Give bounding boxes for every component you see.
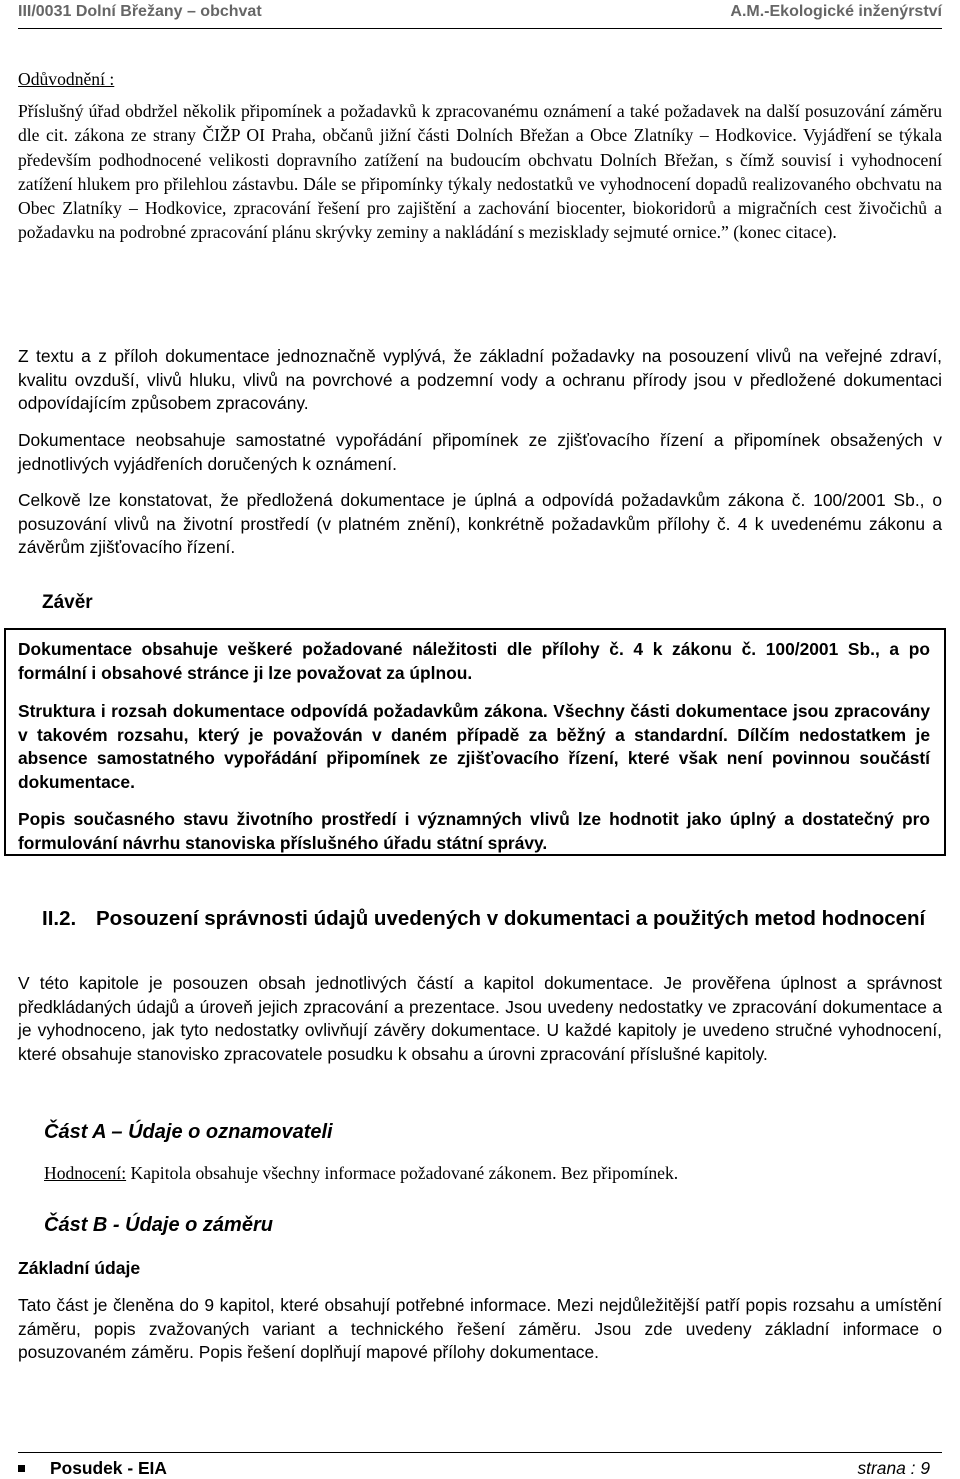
part-a-eval-label: Hodnocení: — [44, 1163, 127, 1183]
header-company: A.M.-Ekologické inženýrství — [730, 3, 942, 20]
bullet-icon — [18, 1465, 25, 1472]
footer-divider — [18, 1452, 942, 1453]
citation-paragraph: Příslušný úřad obdržel několik připomínek a požadavků k zpracovanému oznámení a také požadavek na další posuzování záměru dle cit. zákona ze strany ČIŽP OI Praha, občanů jižní části Dolních Břežan a Obce Zlatníky – Hodkovice. Vyjádření se týkala především podhodnocené velikosti dopravního zatížení na budoucím obchvatu Dolních Břežan, s čímž souvisí i vyhodnocení zatížení hlukem pro přilehlou zástavbu. Dále se připomínky týkaly nedostatků ve vyhodnocení dopadů realizovaného obchvatu na Obec Zlatníky – Hodkovice, zpracování řešení pro zajištění a zachování biocenter, biokoridorů a migračních cest živočichů a požadavku na podrobné zpracování plánu skrývky zeminy a nakládání s mezisklady sejmuté ornice.” (konec citace). — [18, 101, 942, 243]
part-b-subheading: Základní údaje — [18, 1258, 141, 1278]
part-b-heading: Část B - Údaje o záměru — [44, 1214, 273, 1236]
paragraph-2: Dokumentace neobsahuje samostatné vypořádání připomínek ze zjišťovacího řízení a připomínek obsažených v jednotlivých vyjádřeních doručených k oznámení. — [18, 430, 942, 474]
part-a-eval-text: Kapitola obsahuje všechny informace požadované zákonem. Bez připomínek. — [126, 1163, 679, 1183]
part-a-heading: Část A – Údaje o oznamovateli — [44, 1121, 333, 1143]
section-number: II.2. — [42, 907, 77, 930]
conclusion-paragraph-1: Dokumentace obsahuje veškeré požadované náležitosti dle přílohy č. 4 k zákonu č. 100/2001 Sb., a po formální i obsahové stránce ji lze považovat za úplnou. — [18, 639, 930, 683]
footer-document-name: Posudek - EIA — [50, 1458, 167, 1478]
part-a-evaluation — [44, 1161, 678, 1185]
section-intro: V této kapitole je posouzen obsah jednotlivých částí a kapitol dokumentace. Je prověřena úplnost a správnost předkládaných údajů a úroveň jejich zpracování a prezentace. Jsou uvedeny nedostatky ve zpracování dokumentace a je vyhodnoceno, jak tyto nedostatky ovlivňují závěry dokumentace. U každé kapitoly je uvedeno stručné vyhodnocení, které obsahuje stanovisko zpracovatele posudku k obsahu a úrovni zpracování příslušné kapitoly. — [18, 973, 942, 1064]
zaver-heading: Závěr — [42, 592, 93, 613]
section-title: Posouzení správnosti údajů uvedených v dokumentaci a použitých metod hodnocení — [96, 907, 926, 930]
conclusion-box — [4, 628, 946, 856]
conclusion-paragraph-2: Struktura i rozsah dokumentace odpovídá požadavkům zákona. Všechny části dokumentace jsou zpracovány v takovém rozsahu, který je považován v daném případě za běžný a standardní. Dílčím nedostatkem je absence samostatného vypořádání připomínek ze zjišťovacího řízení, které však není povinnou součástí dokumentace. — [18, 701, 930, 792]
header-divider — [18, 28, 942, 29]
footer-page-number: strana : 9 — [857, 1458, 930, 1478]
oduvodneni-label: Odůvodnění : — [18, 69, 115, 89]
header-title: III/0031 Dolní Břežany – obchvat — [18, 3, 262, 20]
paragraph-1: Z textu a z příloh dokumentace jednoznačně vyplývá, že základní požadavky na posouzení vlivů na veřejné zdraví, kvalitu ovzduší, vlivů hluku, vlivů na povrchové a podzemní vody a ochranu přírody jsou v předložené dokumentaci odpovídajícím způsobem zpracovány. — [18, 346, 942, 413]
conclusion-paragraph-3: Popis současného stavu životního prostředí i významných vlivů lze hodnotit jako úplný a dostatečný pro formulování návrhu stanoviska příslušného úřadu státní správy. — [18, 809, 930, 853]
part-b-text: Tato část je členěna do 9 kapitol, které obsahují potřebné informace. Mezi nejdůležitější patří popis rozsahu a umístění záměru, popis zvažovaných variant a technického řešení záměru. Jsou zde uvedeny základní informace o posuzovaném záměru. Popis řešení doplňují mapové přílohy dokumentace. — [18, 1295, 942, 1362]
paragraph-3: Celkově lze konstatovat, že předložená dokumentace je úplná a odpovídá požadavkům zákona č. 100/2001 Sb., o posuzování vlivů na životní prostředí (v platném znění), konkrétně požadavkům přílohy č. 4 k uvedenému zákonu a závěrům zjišťovacího řízení. — [18, 490, 942, 557]
